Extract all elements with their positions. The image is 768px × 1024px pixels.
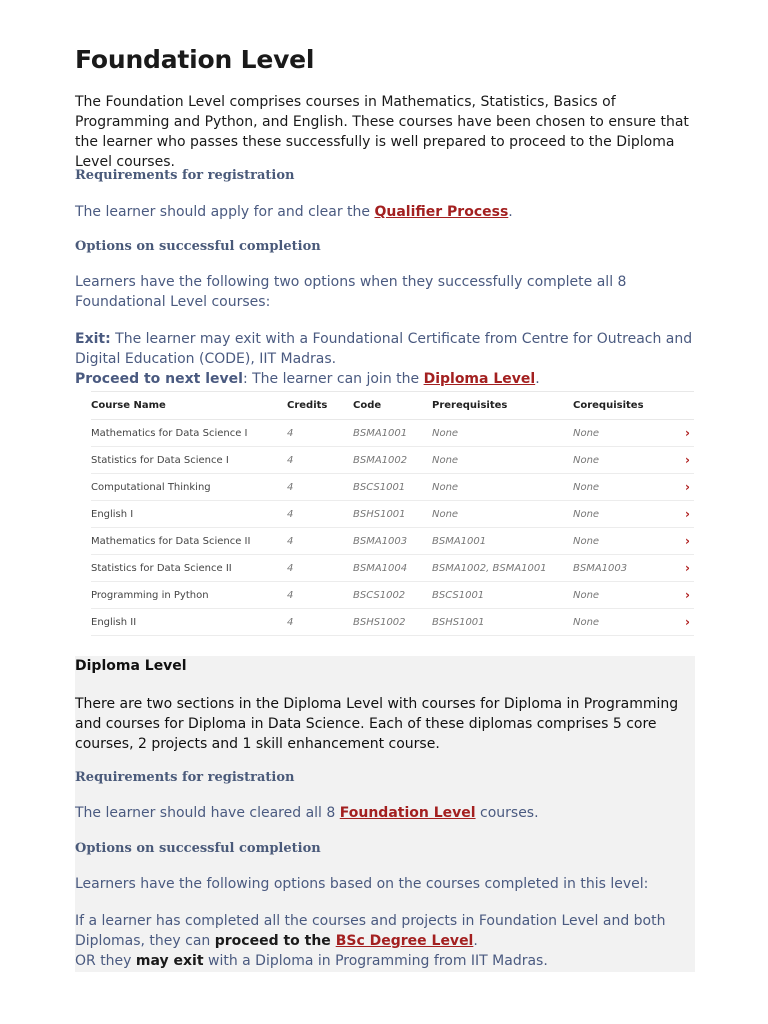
prerequisites-cell: None	[432, 474, 573, 501]
code-cell: BSMA1003	[353, 528, 432, 555]
credits-cell: 4	[287, 528, 353, 555]
credits-cell: 4	[287, 609, 353, 636]
req-text: The learner should apply for and clear the	[75, 204, 375, 220]
table-row[interactable]	[91, 582, 694, 609]
code-cell: BSMA1001	[353, 420, 432, 447]
prerequisites-cell: None	[432, 447, 573, 474]
code-cell: BSCS1001	[353, 474, 432, 501]
corequisites-cell: None	[573, 474, 673, 501]
code-cell: BSCS1002	[353, 582, 432, 609]
table-header-row	[91, 392, 694, 420]
prerequisites-cell: BSCS1001	[432, 582, 573, 609]
corequisites-cell: None	[573, 609, 673, 636]
prerequisites-cell: BSMA1002, BSMA1001	[432, 555, 573, 582]
credits-cell: 4	[287, 555, 353, 582]
corequisites-cell: None	[573, 447, 673, 474]
bsc-degree-link[interactable]: BSc Degree Level	[335, 933, 474, 949]
proceed-end: .	[535, 371, 540, 387]
proceed-label: Proceed to next level	[75, 371, 243, 387]
degree-end: .	[473, 933, 478, 949]
diploma-title: Diploma Level	[75, 658, 187, 674]
or-text: OR they	[75, 953, 136, 969]
prerequisites-cell: BSMA1001	[432, 528, 573, 555]
foundation-level-link[interactable]: Foundation Level	[339, 805, 476, 821]
diploma-options-heading: Options on successful completion	[75, 841, 321, 856]
credits-cell: 4	[287, 582, 353, 609]
prerequisites-cell: BSHS1001	[432, 609, 573, 636]
corequisites-cell: BSMA1003	[573, 555, 673, 582]
diploma-req-end: courses.	[475, 805, 539, 821]
foundation-options-heading: Options on successful completion	[75, 239, 321, 254]
corequisites-cell: None	[573, 420, 673, 447]
chevron-right-icon[interactable]: ›	[673, 555, 694, 582]
course-name-cell: Mathematics for Data Science II	[91, 528, 287, 555]
foundation-options-text: Learners have the following two options when they successfully complete all 8 Foundational Level courses:	[75, 274, 627, 310]
proceed-text: : The learner can join the	[242, 371, 424, 387]
course-name-cell: English II	[91, 609, 287, 636]
chevron-right-icon[interactable]: ›	[673, 420, 694, 447]
exit-text: The learner may exit with a Foundational Certificate from Centre for Outreach and Digital Education (CODE), IIT Madras.	[75, 331, 693, 367]
table-row[interactable]	[91, 447, 694, 474]
course-name-cell: Programming in Python	[91, 582, 287, 609]
header-prerequisites: Prerequisites	[432, 392, 573, 420]
diploma-description: There are two sections in the Diploma Level with courses for Diploma in Programming and courses for Diploma in Data Science. Each of these diplomas comprises 5 core courses, 2 projects and 1 skill enhancement course.	[75, 696, 679, 752]
prerequisites-cell: None	[432, 501, 573, 528]
page-title: Foundation Level	[75, 45, 315, 74]
may-exit-bold: may exit	[135, 953, 204, 969]
diploma-level-link[interactable]: Diploma Level	[423, 371, 536, 387]
code-cell: BSHS1002	[353, 609, 432, 636]
code-cell: BSMA1002	[353, 447, 432, 474]
course-name-cell: English I	[91, 501, 287, 528]
req-text-end: .	[508, 204, 513, 220]
courses-table	[91, 391, 694, 636]
code-cell: BSMA1004	[353, 555, 432, 582]
exit-label: Exit:	[75, 331, 111, 347]
diploma-requirements-heading: Requirements for registration	[75, 770, 295, 785]
course-name-cell: Statistics for Data Science II	[91, 555, 287, 582]
header-spacer	[673, 392, 694, 420]
chevron-right-icon[interactable]: ›	[673, 501, 694, 528]
diploma-req-text: The learner should have cleared all 8	[75, 805, 340, 821]
foundation-requirements-text	[75, 202, 695, 222]
course-name-cell: Computational Thinking	[91, 474, 287, 501]
corequisites-cell: None	[573, 582, 673, 609]
degree-option	[75, 911, 695, 951]
proceed-option	[75, 369, 695, 389]
chevron-right-icon[interactable]: ›	[673, 447, 694, 474]
exit-option	[75, 329, 695, 369]
table-row[interactable]	[91, 420, 694, 447]
header-code: Code	[353, 392, 432, 420]
intro-paragraph: The Foundation Level comprises courses in Mathematics, Statistics, Basics of Programming and Python, and English. These courses have been chosen to ensure that the learner who passes these successfully is well prepared to proceed to the Diploma Level courses.	[75, 94, 689, 170]
qualifier-process-link[interactable]: Qualifier Process	[374, 204, 509, 220]
diploma-options-text: Learners have the following options based on the courses completed in this level:	[75, 876, 649, 892]
credits-cell: 4	[287, 501, 353, 528]
code-cell: BSHS1001	[353, 501, 432, 528]
chevron-right-icon[interactable]: ›	[673, 582, 694, 609]
credits-cell: 4	[287, 474, 353, 501]
course-name-cell: Mathematics for Data Science I	[91, 420, 287, 447]
header-course-name: Course Name	[91, 392, 287, 420]
table-row[interactable]	[91, 609, 694, 636]
table-row[interactable]	[91, 528, 694, 555]
header-credits: Credits	[287, 392, 353, 420]
degree-text: If a learner has completed all the courses and projects in Foundation Level and both Diplomas, they can	[75, 913, 666, 949]
corequisites-cell: None	[573, 528, 673, 555]
chevron-right-icon[interactable]: ›	[673, 528, 694, 555]
table-row[interactable]	[91, 501, 694, 528]
foundation-requirements-heading: Requirements for registration	[75, 168, 295, 183]
prerequisites-cell: None	[432, 420, 573, 447]
degree-bold: proceed to the	[214, 933, 336, 949]
table-row[interactable]	[91, 555, 694, 582]
chevron-right-icon[interactable]: ›	[673, 609, 694, 636]
credits-cell: 4	[287, 447, 353, 474]
corequisites-cell: None	[573, 501, 673, 528]
credits-cell: 4	[287, 420, 353, 447]
diploma-requirements-text	[75, 803, 695, 823]
table-row[interactable]	[91, 474, 694, 501]
header-corequisites: Corequisites	[573, 392, 673, 420]
chevron-right-icon[interactable]: ›	[673, 474, 694, 501]
exit-diploma-option	[75, 951, 695, 971]
or-end: with a Diploma in Programming from IIT Madras.	[203, 953, 548, 969]
course-name-cell: Statistics for Data Science I	[91, 447, 287, 474]
